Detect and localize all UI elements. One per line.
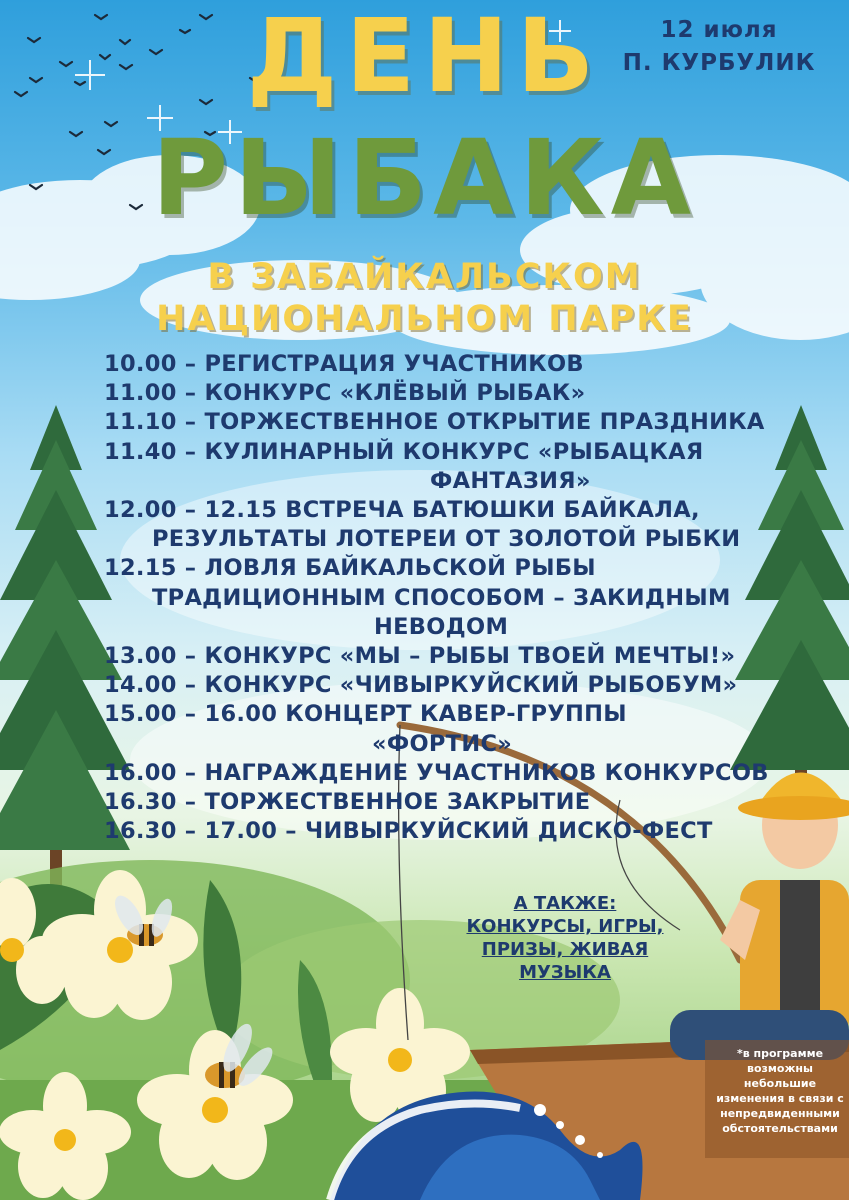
subtitle (0, 256, 849, 340)
schedule-item: 11.40 – КУЛИНАРНЫЙ КОНКУРС «РЫБАЦКАЯ (104, 438, 704, 465)
schedule-item: 16.00 – НАГРАЖДЕНИЕ УЧАСТНИКОВ КОНКУРСОВ (104, 759, 769, 786)
schedule-item: 10.00 – РЕГИСТРАЦИЯ УЧАСТНИКОВ (104, 351, 584, 377)
title-line2: РЫБАКА (151, 117, 698, 239)
schedule-item-continued: ТРАДИЦИОННЫМ СПОСОБОМ – ЗАКИДНЫМ (152, 584, 731, 611)
extras-line: ПРИЗЫ, ЖИВАЯ (481, 939, 649, 960)
subtitle-line2: НАЦИОНАЛЬНОМ ПАРКЕ (156, 299, 693, 339)
extras-block (455, 892, 675, 984)
schedule-item: 12.15 – ЛОВЛЯ БАЙКАЛЬСКОЙ РЫБЫ (104, 555, 596, 582)
schedule-item: 12.00 – 12.15 ВСТРЕЧА БАТЮШКИ БАЙКАЛА, (104, 497, 700, 524)
footnote: *в программе возможны небольшие изменения в связи с непредвиденными обстоятельствами (716, 1047, 844, 1135)
subtitle-line1: В ЗАБАЙКАЛЬСКОМ (207, 257, 642, 297)
schedule-item: 14.00 – КОНКУРС «ЧИВЫРКУЙСКИЙ РЫБОБУМ» (104, 672, 738, 699)
extras-heading: А ТАКЖЕ: (513, 893, 617, 914)
title-line1: ДЕНЬ (246, 0, 603, 116)
schedule-item-continued: НЕВОДОМ (374, 613, 509, 640)
schedule-list (104, 350, 804, 846)
schedule-item: 15.00 – 16.00 КОНЦЕРТ КАВЕР-ГРУППЫ (104, 701, 627, 728)
schedule-item: 11.00 – КОНКУРС «КЛЁВЫЙ РЫБАК» (104, 380, 586, 407)
schedule-item: 16.30 – 17.00 – ЧИВЫРКУЙСКИЙ ДИСКО-ФЕСТ (104, 818, 713, 845)
extras-line: КОНКУРСЫ, ИГРЫ, (466, 916, 664, 937)
schedule-item-continued: ФАНТАЗИЯ» (430, 467, 591, 494)
schedule-item: 11.10 – ТОРЖЕСТВЕННОЕ ОТКРЫТИЕ ПРАЗДНИКА (104, 409, 765, 436)
schedule-item: 16.30 – ТОРЖЕСТВЕННОЕ ЗАКРЫТИЕ (104, 789, 591, 816)
schedule-item: 13.00 – КОНКУРС «МЫ – РЫБЫ ТВОЕЙ МЕЧТЫ!» (104, 643, 736, 670)
schedule-item-continued: РЕЗУЛЬТАТЫ ЛОТЕРЕИ ОТ ЗОЛОТОЙ РЫБКИ (152, 526, 741, 553)
event-place: П. КУРБУЛИК (622, 50, 816, 76)
extras-line: МУЗЫКА (519, 962, 611, 983)
event-date: 12 июля (660, 17, 778, 43)
schedule-item-continued: «ФОРТИС» (372, 730, 513, 757)
